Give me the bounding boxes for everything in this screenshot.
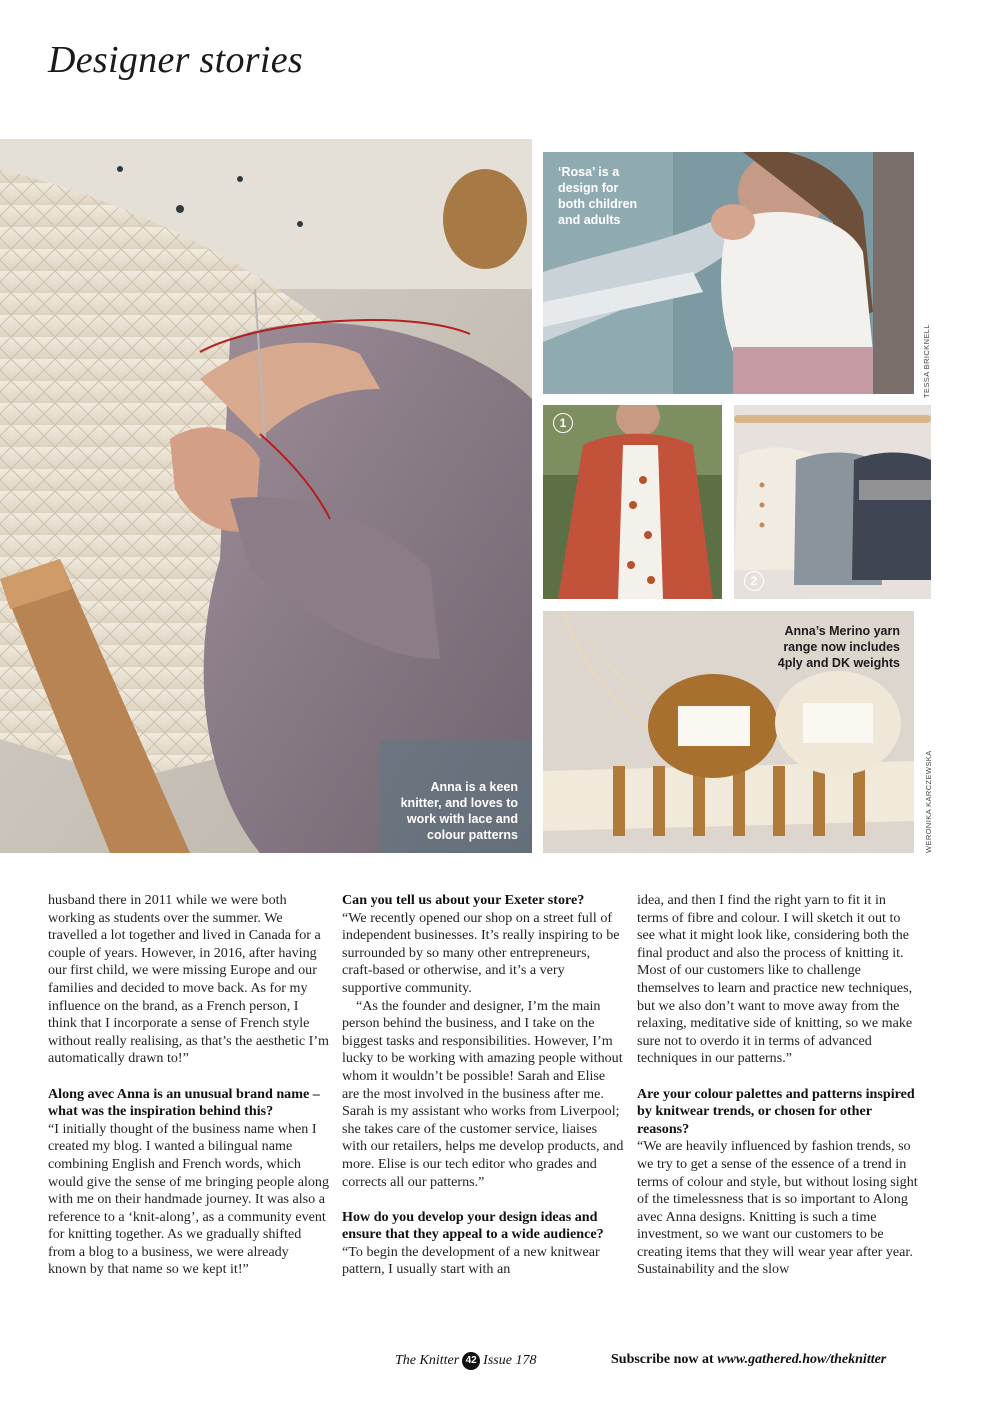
main-photo-knitting <box>0 139 532 853</box>
col3-paragraph-2: “We are heavily influenced by fashion trends, so we try to get a sense of the essence of a trend in terms of colour and style, but without losing sight of the timelessness that is so important to Along avec Anna designs. Knitting is such a time investment, so we want our customers to be creating items that they will wear year after year. Sustainability and the slow <box>637 1138 918 1278</box>
rosa-credit: TESSA BRICKNELL <box>922 324 931 398</box>
col2-paragraph-3: “To begin the development of a new knitwear pattern, I usually start with an <box>342 1243 600 1278</box>
rosa-photo <box>543 152 914 394</box>
article-column-1 <box>48 892 330 1279</box>
badge-1: 1 <box>553 413 573 433</box>
red-cardigan-photo <box>543 405 722 599</box>
col2-question-2: How do you develop your design ideas and ensure that they appeal to a wide audience? <box>342 1208 604 1243</box>
footer-issue <box>395 1352 536 1370</box>
col1-question: Along avec Anna is an unusual brand name – what was the inspiration behind this? <box>48 1085 320 1120</box>
col2-paragraph-1: “We recently opened our shop on a street full of independent businesses. It’s really inspiring to be surrounded by so many other entrepreneurs, craft-based or otherwise, and it’s a very supportive community. <box>342 909 620 996</box>
subscribe-label: Subscribe now at <box>611 1352 714 1367</box>
yarn-credit: WERONIKA KARCZEWSKA <box>924 750 933 853</box>
section-title: Designer stories <box>48 39 303 81</box>
hanging-jumpers-photo <box>734 405 931 599</box>
issue-label: Issue 178 <box>483 1353 537 1369</box>
col1-paragraph-2: “I initially thought of the business name when I created my blog. I wanted a bilingual name combining English and French words, which would give the sense of me bringing people along with me on their handmade journey. It was also a reference to a ‘knit-along’, as a community event for knitting together. As we gradually shifted from a blog to a business, we were already known by that name so we kept it!” <box>48 1120 330 1278</box>
article-column-2 <box>342 892 624 1279</box>
badge-2: 2 <box>744 571 764 591</box>
yarn-caption: Anna’s Merino yarn range now includes 4ply and DK weights <box>777 624 900 670</box>
col1-paragraph-1: husband there in 2011 while we were both working as students over the summer. We travelled a lot together and lived in Canada for a couple of years. However, in 2016, after having our first child, we were missing Europe and our families and decided to move back. As for my influence on the brand, as a French person, I think that I incorporate a sense of French style without really realising, as that’s the aesthetic I’m automatically drawn to!” <box>48 892 330 1067</box>
rosa-caption: ‘Rosa’ is a design for both children and adults <box>558 165 638 227</box>
main-photo-caption: Anna is a keen knitter, and loves to work with lace and colour patterns <box>400 780 518 842</box>
footer-subscribe <box>611 1352 886 1368</box>
col2-question-1: Can you tell us about your Exeter store? <box>342 892 585 908</box>
col3-paragraph-1: idea, and then I find the right yarn to fit it in terms of fibre and colour. I will sketch it out to see what it might look like, considering both the final product and also the process of knitting it. Most of our customers like to challenge themselves to learn and practice new techniques, but we also don’t want to move away from the relaxing, meditative side of knitting, so we make sure not to overdo it in terms of advanced techniques in our patterns.” <box>637 892 913 1067</box>
merino-yarn-photo <box>543 611 914 853</box>
magazine-name: The Knitter <box>395 1353 460 1369</box>
page-number: 42 <box>462 1352 480 1370</box>
subscribe-url[interactable]: www.gathered.how/theknitter <box>717 1352 887 1367</box>
article-column-3 <box>637 892 919 1279</box>
col3-question: Are your colour palettes and patterns inspired by knitwear trends, or chosen for other reasons? <box>637 1085 915 1137</box>
col2-paragraph-2: “As the founder and designer, I’m the main person behind the business, and I take on the biggest tasks and responsibilities. However, I’m lucky to be working with amazing people without whom it wouldn’t be possible! Sarah and Elise are the most involved in the business after me. Sarah is my assistant who works from Liverpool; she takes care of the customer service, liaises with our retailers, helps me develop products, and more. Elise is our tech editor who grades and corrects all our patterns.” <box>342 997 624 1190</box>
